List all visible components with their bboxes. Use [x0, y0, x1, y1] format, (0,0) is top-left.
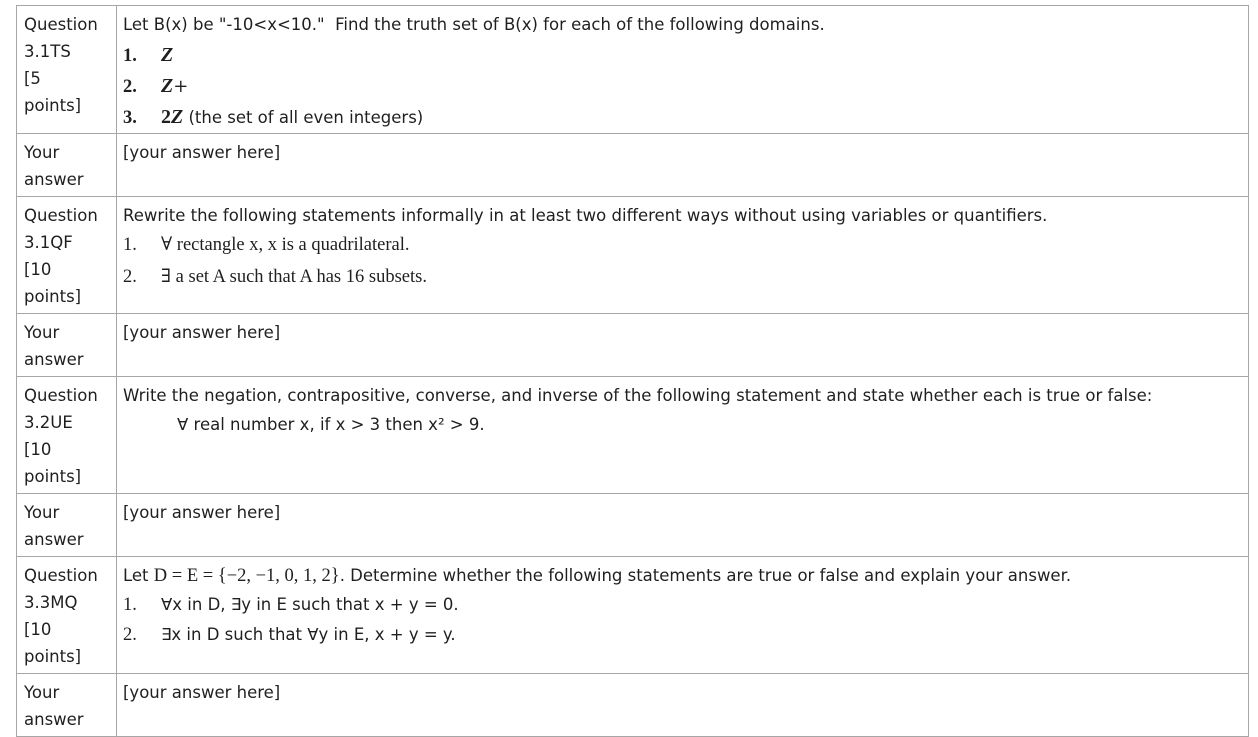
answer-field[interactable]	[117, 314, 1249, 377]
item-text: ∀ rectangle x, x is a quadrilateral.	[161, 235, 410, 255]
question-prompt: Rewrite the following statements informally in at least two different ways without using variables or quantifiers.	[123, 206, 1048, 225]
item-number: 2.	[123, 625, 137, 645]
answer-row	[17, 134, 1249, 197]
label-line: 3.2UE	[24, 413, 73, 432]
answer-label-cell	[17, 494, 117, 557]
label-line: answer	[24, 530, 84, 549]
label-line: Question	[24, 206, 98, 225]
statement	[123, 409, 1248, 441]
item-text: ∃ a set A such that A has 16 subsets.	[161, 267, 427, 287]
label-line: Your	[24, 503, 60, 522]
answer-label-cell	[17, 314, 117, 377]
label-line: points]	[24, 96, 82, 115]
prompt-pre: Let	[123, 566, 154, 585]
label-line: points]	[24, 467, 82, 486]
label-line: [10	[24, 260, 52, 279]
label-line: 3.3MQ	[24, 593, 78, 612]
list-item	[123, 229, 1248, 261]
label-line: Question	[24, 15, 98, 34]
answer-label-cell	[17, 134, 117, 197]
statement-list	[123, 229, 1248, 293]
label-line: [10	[24, 620, 52, 639]
label-line: [10	[24, 440, 52, 459]
positive-integers-symbol: Z	[161, 75, 174, 97]
item-text: ∀x in D, ∃y in E such that x + y = 0.	[161, 595, 459, 614]
even-integers-symbol: Z	[171, 106, 184, 128]
prompt-post: . Determine whether the following statements are true or false and explain your answer.	[339, 566, 1072, 585]
label-line: Question	[24, 386, 98, 405]
prompt-set-expression: D = E = {−2, −1, 0, 1, 2}	[153, 566, 340, 586]
question-prompt: Let B(x) be "-10<x<10." Find the truth set of B(x) for each of the following domains.	[123, 15, 825, 34]
list-item	[123, 261, 1248, 293]
item-number: 1.	[123, 595, 137, 615]
answer-field[interactable]	[117, 674, 1249, 737]
item-number: 3.	[123, 108, 137, 128]
question-row-3-1qf	[17, 197, 1249, 314]
integers-symbol: Z	[161, 44, 174, 66]
statement-list	[123, 590, 1248, 650]
label-line: answer	[24, 170, 84, 189]
question-body-cell	[117, 557, 1249, 674]
question-label-cell	[17, 377, 117, 494]
answer-field[interactable]	[117, 494, 1249, 557]
label-line: Your	[24, 323, 60, 342]
answer-field[interactable]	[117, 134, 1249, 197]
question-label-cell	[17, 197, 117, 314]
question-prompt: Write the negation, contrapositive, converse, and inverse of the following statement and state whether each is true or false:	[123, 386, 1153, 405]
even-prefix: 2	[161, 106, 171, 128]
label-line: [5	[24, 69, 41, 88]
question-body-cell	[117, 377, 1249, 494]
answer-row	[17, 494, 1249, 557]
question-label-cell	[17, 557, 117, 674]
domain-list	[123, 40, 1248, 133]
item-number: 1.	[123, 46, 137, 66]
list-item	[123, 102, 1248, 133]
answer-row	[17, 674, 1249, 737]
answer-placeholder[interactable]: [your answer here]	[123, 143, 281, 162]
item-text: (the set of all even integers)	[183, 108, 424, 127]
label-line: Your	[24, 143, 60, 162]
item-number: 2.	[123, 77, 137, 97]
label-line: points]	[24, 647, 82, 666]
question-row-3-3mq	[17, 557, 1249, 674]
answer-label-cell	[17, 674, 117, 737]
answer-placeholder[interactable]: [your answer here]	[123, 503, 281, 522]
label-line: answer	[24, 350, 84, 369]
item-text: ∃x in D such that ∀y in E, x + y = y.	[161, 625, 456, 644]
label-line: 3.1QF	[24, 233, 73, 252]
answer-row	[17, 314, 1249, 377]
question-prompt	[123, 562, 1248, 590]
question-label-cell	[17, 6, 117, 134]
list-item: 2. Z +	[123, 71, 1248, 102]
question-body-cell	[117, 6, 1249, 134]
item-number: 2.	[123, 267, 137, 287]
question-row-3-1ts	[17, 6, 1249, 134]
list-item	[123, 620, 1248, 650]
questions-table	[16, 5, 1249, 737]
question-body-cell	[117, 197, 1249, 314]
answer-placeholder[interactable]: [your answer here]	[123, 323, 281, 342]
label-line: Your	[24, 683, 60, 702]
list-item	[123, 590, 1248, 620]
list-item	[123, 40, 1248, 71]
label-line: Question	[24, 566, 98, 585]
item-number: 1.	[123, 235, 137, 255]
label-line: 3.1TS	[24, 42, 71, 61]
answer-placeholder[interactable]: [your answer here]	[123, 683, 281, 702]
label-line: answer	[24, 710, 84, 729]
label-line: points]	[24, 287, 82, 306]
statement-text: ∀ real number x, if x > 3 then x² > 9.	[177, 415, 485, 434]
question-row-3-2ue	[17, 377, 1249, 494]
